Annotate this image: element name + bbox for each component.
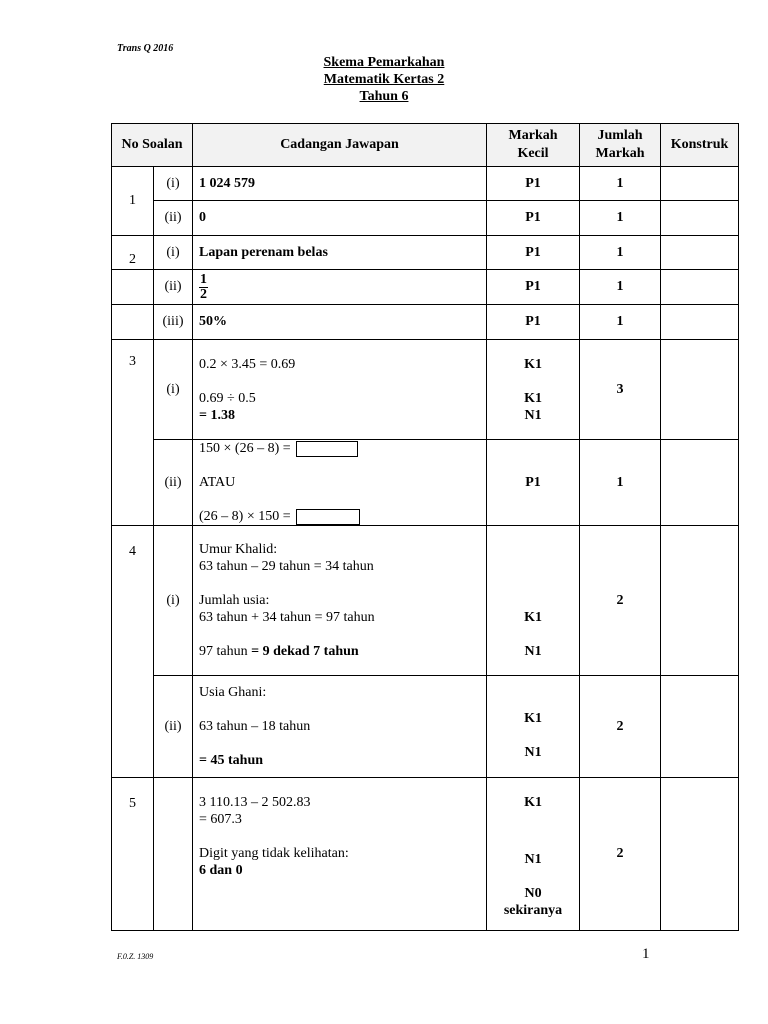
answer-line: 63 tahun + 34 tahun = 97 tahun <box>199 610 375 625</box>
part-label: (ii) <box>154 676 193 778</box>
answer-line: ATAU <box>199 475 236 490</box>
konstruk-cell <box>661 340 739 440</box>
konstruk-cell <box>661 236 739 270</box>
answer-line: Jumlah usia: <box>199 593 270 608</box>
doc-title: Skema Pemarkahan <box>323 55 445 70</box>
answer-cell: Lapan perenam belas <box>193 236 487 270</box>
total-cell: 2 <box>580 778 661 931</box>
answer-line: Digit yang tidak kelihatan: <box>199 846 349 861</box>
answer-line: Usia Ghani: <box>199 685 267 700</box>
mark-cell: P1 <box>487 440 580 526</box>
answer-cell <box>193 778 487 931</box>
table-row <box>112 440 739 526</box>
page-number: 1 <box>642 946 650 962</box>
konstruk-cell <box>661 305 739 340</box>
header-tag: Trans Q 2016 <box>117 43 174 54</box>
part-label: (ii) <box>154 440 193 526</box>
table-row <box>112 167 739 201</box>
mark-cell: K1 K1 N1 <box>487 340 580 440</box>
total-cell: 1 <box>580 305 661 340</box>
answer-line: 63 tahun – 18 tahun <box>199 719 311 734</box>
part-label: (i) <box>154 167 193 201</box>
marking-scheme-table <box>111 123 739 931</box>
table-row <box>112 305 739 340</box>
table-row <box>112 526 739 676</box>
answer-cell <box>193 340 487 440</box>
total-cell: 1 <box>580 270 661 305</box>
mark-cell: P1 <box>487 236 580 270</box>
question-number: 4 <box>112 526 154 778</box>
total-cell: 1 <box>580 440 661 526</box>
question-number: 3 <box>112 340 154 526</box>
total-cell: 3 <box>580 340 661 440</box>
mark-cell: P1 <box>487 270 580 305</box>
answer-line: 3 110.13 – 2 502.83 <box>199 795 311 810</box>
table-row <box>112 270 739 305</box>
total-cell: 1 <box>580 167 661 201</box>
answer-line: 0.2 × 3.45 = 0.69 <box>199 356 296 372</box>
answer-line: 97 tahun = 9 dekad 7 tahun <box>199 644 359 659</box>
table-row <box>112 778 739 931</box>
doc-year: Tahun 6 <box>359 89 409 104</box>
answer-line: 6 dan 0 <box>199 863 243 878</box>
part-label: (ii) <box>154 270 193 305</box>
part-label: (ii) <box>154 201 193 236</box>
header-jumlah-markah: Jumlah Markah <box>580 124 661 167</box>
konstruk-cell <box>661 167 739 201</box>
konstruk-cell <box>661 526 739 676</box>
total-cell: 2 <box>580 676 661 778</box>
answer-cell: 0 <box>193 201 487 236</box>
mark-cell: P1 <box>487 167 580 201</box>
table-header-row <box>112 124 739 167</box>
mark-cell: K1 N1 <box>487 676 580 778</box>
answer-cell <box>193 676 487 778</box>
part-label: (i) <box>154 526 193 676</box>
fraction-denominator: 2 <box>200 287 208 302</box>
table-row <box>112 676 739 778</box>
question-number: 1 <box>112 167 154 236</box>
blank-answer-box <box>296 509 360 525</box>
answer-cell <box>193 440 487 526</box>
table-row <box>112 201 739 236</box>
answer-line: 150 × (26 – 8) = <box>199 440 291 456</box>
answer-line: 0.69 ÷ 0.5 <box>199 390 256 406</box>
part-label: (i) <box>154 340 193 440</box>
answer-line: (26 – 8) × 150 = <box>199 508 291 524</box>
konstruk-cell <box>661 440 739 526</box>
konstruk-cell <box>661 676 739 778</box>
answer-cell: 50% <box>193 305 487 340</box>
total-cell: 1 <box>580 201 661 236</box>
konstruk-cell <box>661 778 739 931</box>
doc-subtitle: Matematik Kertas 2 <box>323 72 445 87</box>
total-cell: 1 <box>580 236 661 270</box>
footer-code: F.0.Z. 1309 <box>117 952 154 961</box>
header-cadangan-jawapan: Cadangan Jawapan <box>193 124 487 167</box>
part-label-empty <box>154 778 193 931</box>
mark-cell: K1 N1 N0 sekiranya <box>487 778 580 931</box>
answer-line: = 607.3 <box>199 812 242 827</box>
mark-cell: K1 N1 <box>487 526 580 676</box>
answer-line: = 1.38 <box>199 407 235 423</box>
header-no-soalan: No Soalan <box>112 124 193 167</box>
fraction-numerator: 1 <box>200 272 208 287</box>
answer-cell <box>193 270 487 305</box>
answer-line: = 45 tahun <box>199 753 264 768</box>
mark-cell: P1 <box>487 201 580 236</box>
konstruk-cell <box>661 270 739 305</box>
part-label: (iii) <box>154 305 193 340</box>
part-label: (i) <box>154 236 193 270</box>
answer-cell <box>193 526 487 676</box>
table-row <box>112 236 739 270</box>
header-konstruk: Konstruk <box>661 124 739 167</box>
question-number: 5 <box>112 778 154 931</box>
answer-line: Umur Khalid: <box>199 542 278 557</box>
mark-cell: P1 <box>487 305 580 340</box>
total-cell: 2 <box>580 526 661 676</box>
header-markah-kecil: Markah Kecil <box>487 124 580 167</box>
answer-cell: 1 024 579 <box>193 167 487 201</box>
table-row <box>112 340 739 440</box>
question-number-empty <box>112 270 154 305</box>
fraction-answer <box>199 273 208 302</box>
blank-answer-box <box>296 441 358 457</box>
answer-line: 63 tahun – 29 tahun = 34 tahun <box>199 559 374 574</box>
question-number-empty <box>112 305 154 340</box>
konstruk-cell <box>661 201 739 236</box>
question-number: 2 <box>112 236 154 270</box>
